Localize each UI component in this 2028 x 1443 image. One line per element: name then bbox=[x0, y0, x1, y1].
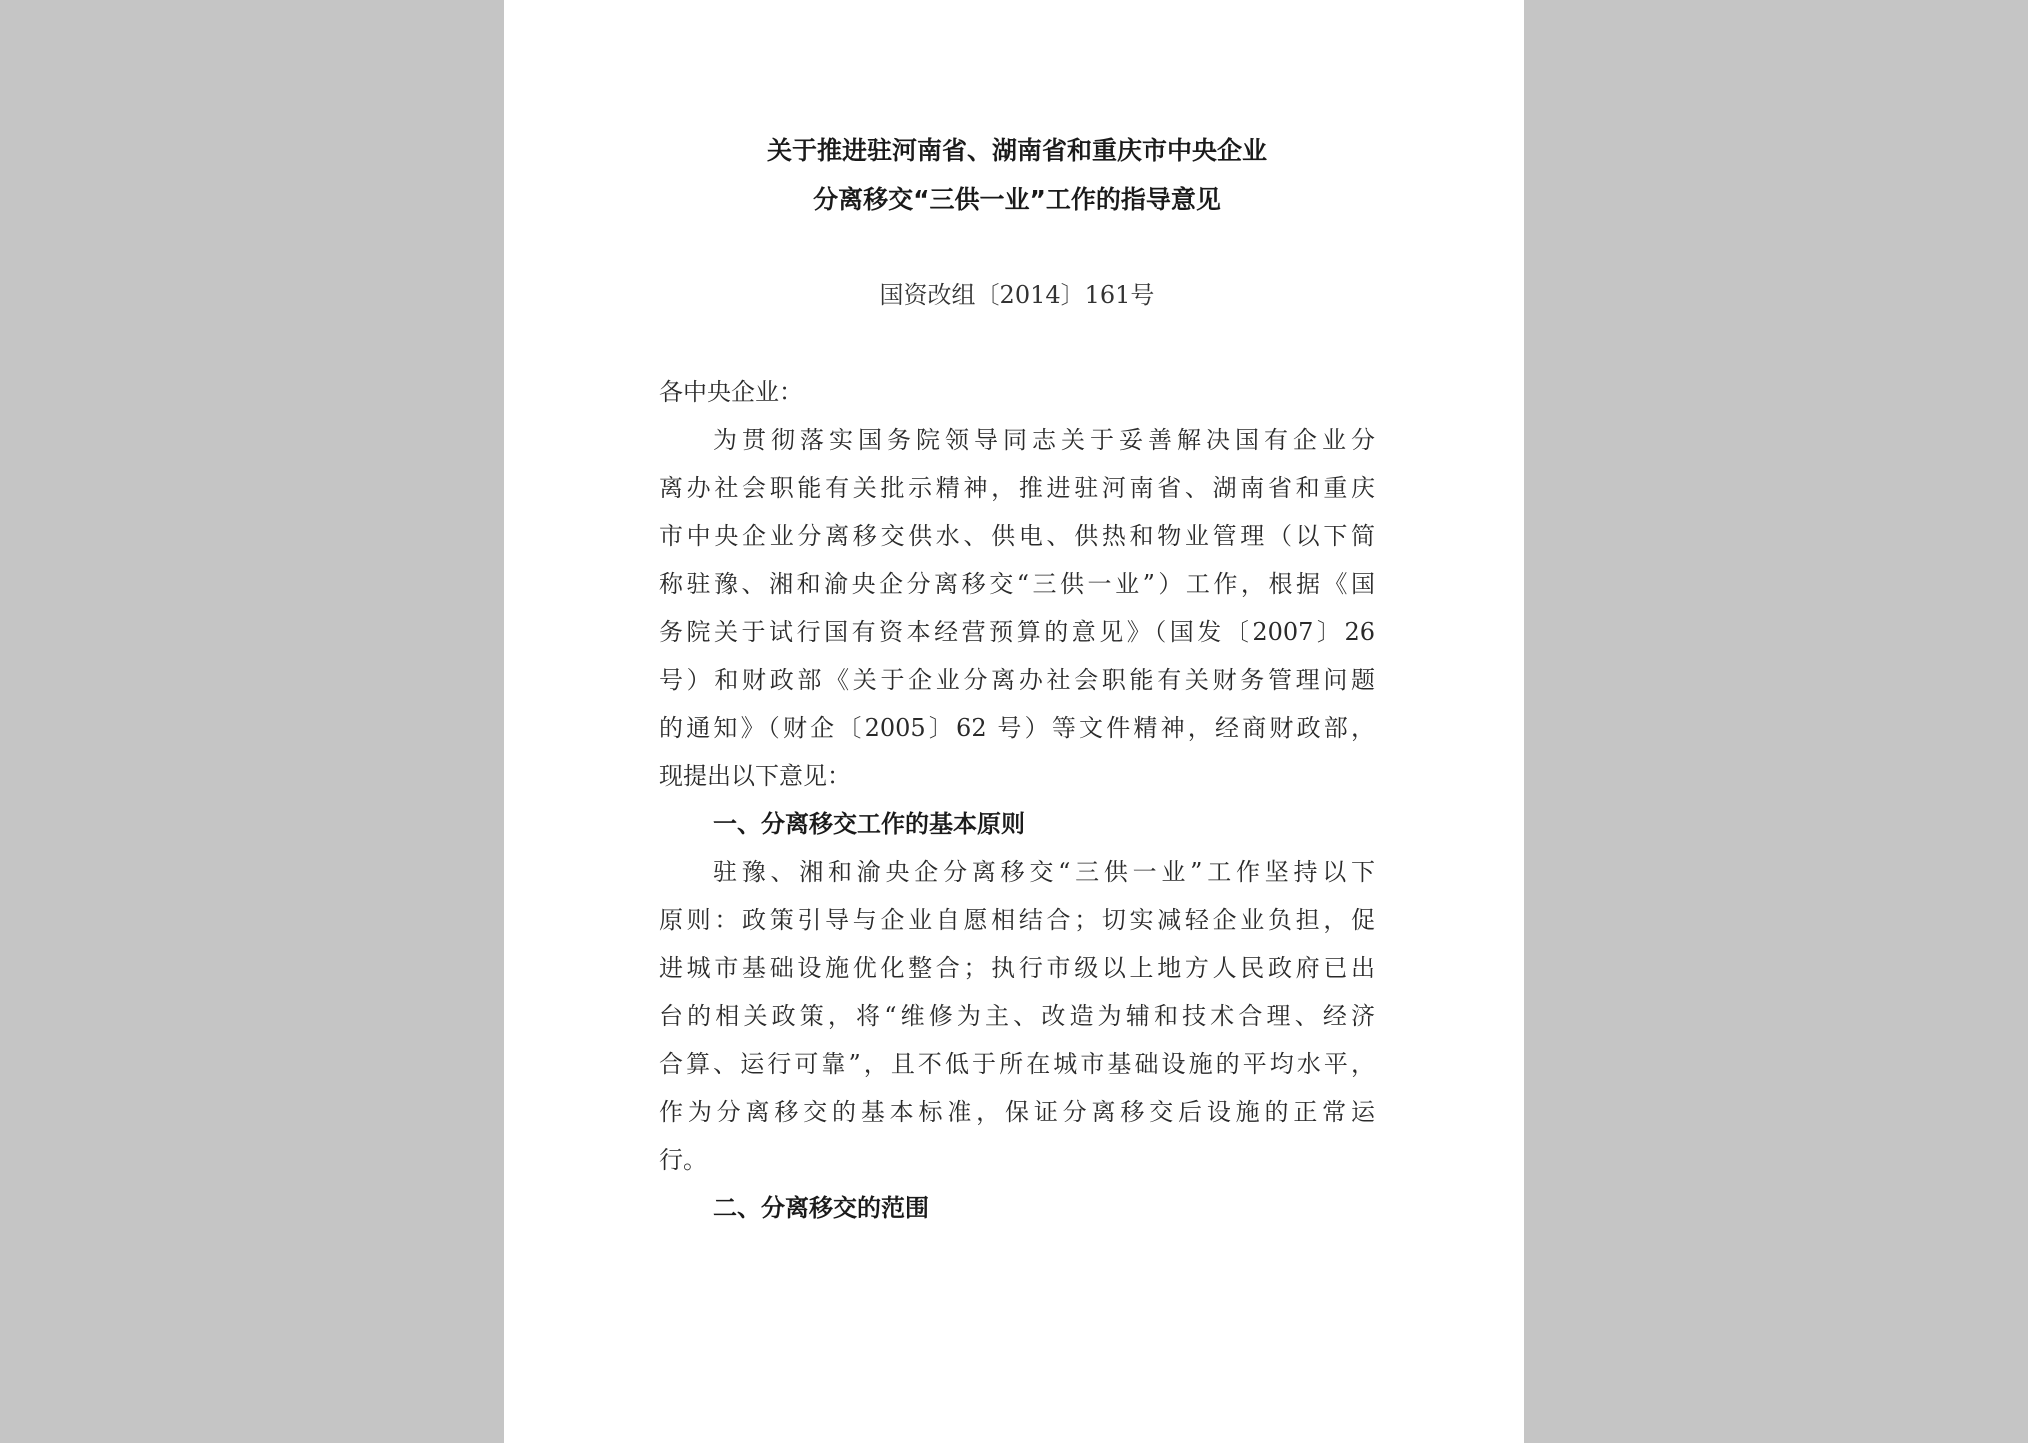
paragraph-line: 台的相关政策，将“维修为主、改造为辅和技术合理、经济 bbox=[659, 1002, 1375, 1030]
paragraph-line: 的通知》（财企〔2005〕62 号）等文件精神，经商财政部， bbox=[659, 714, 1375, 742]
paragraph-line: 原则：政策引导与企业自愿相结合；切实减轻企业负担，促 bbox=[659, 906, 1375, 934]
paragraph-line: 号）和财政部《关于企业分离办社会职能有关财务管理问题 bbox=[659, 666, 1375, 694]
paragraph-line: 驻豫、湘和渝央企分离移交“三供一业”工作坚持以下 bbox=[713, 858, 1375, 886]
paragraph-line: 进城市基础设施优化整合；执行市级以上地方人民政府已出 bbox=[659, 954, 1375, 982]
paragraph-line: 离办社会职能有关批示精神，推进驻河南省、湖南省和重庆 bbox=[659, 474, 1375, 502]
salutation: 各中央企业： bbox=[659, 378, 803, 406]
paragraph-line: 现提出以下意见： bbox=[659, 762, 851, 790]
document-page bbox=[504, 0, 1524, 1443]
paragraph-line: 行。 bbox=[659, 1146, 707, 1174]
paragraph-line: 务院关于试行国有资本经营预算的意见》（国发〔2007〕26 bbox=[659, 618, 1375, 646]
paragraph-line: 作为分离移交的基本标准，保证分离移交后设施的正常运 bbox=[659, 1098, 1375, 1126]
section-2-heading: 二、分离移交的范围 bbox=[713, 1194, 929, 1222]
document-title-line-1: 关于推进驻河南省、湖南省和重庆市中央企业 bbox=[766, 136, 1267, 165]
paragraph-line: 为贯彻落实国务院领导同志关于妥善解决国有企业分 bbox=[713, 426, 1375, 454]
document-title-line-2: 分离移交“三供一业”工作的指导意见 bbox=[813, 185, 1221, 214]
section-1-heading: 一、分离移交工作的基本原则 bbox=[713, 810, 1025, 838]
paragraph-line: 市中央企业分离移交供水、供电、供热和物业管理（以下简 bbox=[659, 522, 1375, 550]
paragraph-line: 称驻豫、湘和渝央企分离移交“三供一业”）工作，根据《国 bbox=[659, 570, 1375, 598]
paragraph-line: 合算、运行可靠”，且不低于所在城市基础设施的平均水平， bbox=[659, 1050, 1375, 1078]
document-number: 国资改组〔2014〕161号 bbox=[879, 281, 1155, 309]
